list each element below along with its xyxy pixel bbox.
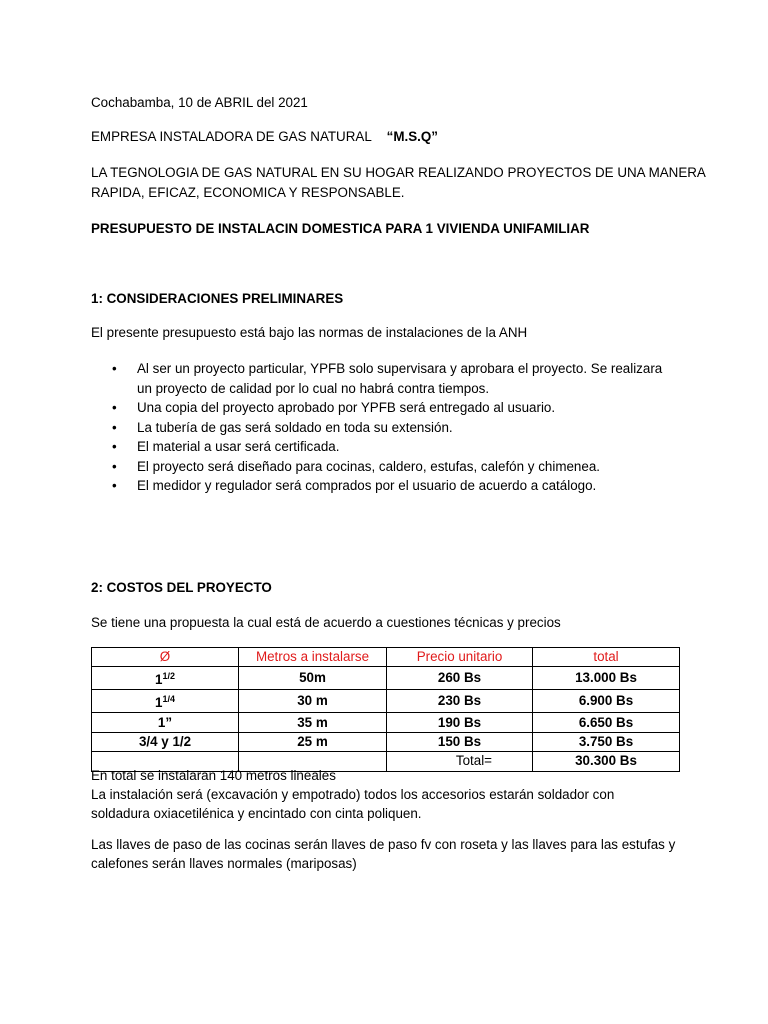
section-2-heading: 2: COSTOS DEL PROYECTO	[91, 580, 272, 595]
note-line-5: calefones serán llaves normales (mariposas)	[91, 856, 357, 871]
note-line-3: soldadura oxiacetilénica y encintado con cinta poliquen.	[91, 806, 422, 821]
diameter-fraction: 1/2	[162, 671, 175, 682]
column-header-unit-price: Precio unitario	[387, 648, 533, 667]
list-item	[91, 398, 662, 418]
unit-price-cell: 150 Bs	[387, 732, 533, 751]
slogan-line-2: RAPIDA, EFICAZ, ECONOMICA Y RESPONSABLE.	[91, 185, 405, 200]
bullet-icon: •	[112, 400, 117, 415]
total-cell: 3.750 Bs	[533, 732, 680, 751]
bullet-icon: •	[112, 419, 117, 435]
company-prefix: EMPRESA INSTALADORA DE GAS NATURAL	[91, 129, 372, 144]
list-item	[91, 457, 662, 477]
note-line-1: En total se instalaran 140 metros lineales	[91, 768, 336, 783]
list-item-text: El medidor y regulador será comprados por el usuario de acuerdo a catálogo.	[137, 478, 597, 493]
diameter-fraction: 1/4	[162, 694, 175, 705]
table-row	[92, 667, 680, 690]
diameter-cell	[92, 690, 239, 713]
costs-table	[91, 647, 680, 772]
bullet-icon: •	[112, 478, 117, 493]
list-item-text: El proyecto será diseñado para cocinas, caldero, estufas, calefón y chimenea.	[137, 458, 600, 474]
meters-cell: 25 m	[239, 732, 387, 751]
list-item-text: La tubería de gas será soldado en toda su extensión.	[137, 419, 453, 435]
column-header-total: total	[533, 648, 680, 667]
list-item-text: un proyecto de calidad por lo cual no habrá contra tiempos.	[137, 380, 490, 396]
diameter-cell: 1”	[92, 713, 239, 732]
preliminary-bullet-list	[91, 359, 662, 496]
list-item-continuation	[91, 379, 662, 399]
meters-cell: 50m	[239, 667, 387, 690]
budget-title: PRESUPUESTO DE INSTALACIN DOMESTICA PARA 1 VIVIENDA UNIFAMILIAR	[91, 221, 590, 236]
total-cell: 13.000 Bs	[533, 667, 680, 690]
list-item-text: Al ser un proyecto particular, YPFB solo supervisara y aprobara el proyecto. Se realizara	[137, 361, 663, 376]
meters-cell: 30 m	[239, 690, 387, 713]
company-name: “M.S.Q”	[386, 129, 439, 144]
total-label-cell: Total=	[387, 752, 533, 771]
diameter-whole: 1	[155, 695, 163, 711]
list-item	[91, 437, 662, 457]
total-cell: 6.900 Bs	[533, 690, 680, 713]
unit-price-cell: 190 Bs	[387, 713, 533, 732]
note-line-4: Las llaves de paso de las cocinas serán llaves de paso fv con roseta y las llaves para las estufas y	[91, 837, 676, 852]
section-1-intro: El presente presupuesto está bajo las normas de instalaciones de la ANH	[91, 325, 528, 340]
total-cell: 6.650 Bs	[533, 713, 680, 732]
list-item	[91, 359, 662, 379]
bullet-icon: •	[112, 458, 117, 474]
table-row	[92, 713, 680, 732]
list-item-text: Una copia del proyecto aprobado por YPFB será entregado al usuario.	[137, 400, 556, 415]
bullet-icon: •	[112, 439, 117, 454]
note-line-2: La instalación será (excavación y empotrado) todos los accesorios estarán soldador con	[91, 787, 615, 802]
section-1-heading: 1: CONSIDERACIONES PRELIMINARES	[91, 291, 344, 306]
date-line: Cochabamba, 10 de ABRIL del 2021	[91, 95, 308, 110]
slogan-line-1: LA TEGNOLOGIA DE GAS NATURAL EN SU HOGAR REALIZANDO PROYECTOS DE UNA MANERA	[91, 165, 706, 180]
grand-total-cell: 30.300 Bs	[533, 752, 680, 771]
table-header-row	[92, 648, 680, 667]
company-line	[91, 127, 438, 146]
list-item	[91, 418, 662, 438]
diameter-cell	[92, 667, 239, 690]
column-header-diameter: Ø	[92, 648, 239, 667]
table-row	[92, 732, 680, 751]
list-item-text: El material a usar será certificada.	[137, 439, 340, 454]
diameter-whole: 1	[155, 672, 163, 688]
unit-price-cell: 260 Bs	[387, 667, 533, 690]
column-header-meters: Metros a instalarse	[239, 648, 387, 667]
diameter-cell: 3/4 y 1/2	[92, 732, 239, 751]
section-2-intro: Se tiene una propuesta la cual está de acuerdo a cuestiones técnicas y precios	[91, 615, 561, 630]
list-item	[91, 476, 662, 496]
unit-price-cell: 230 Bs	[387, 690, 533, 713]
table-row	[92, 690, 680, 713]
meters-cell: 35 m	[239, 713, 387, 732]
bullet-icon: •	[112, 361, 117, 376]
